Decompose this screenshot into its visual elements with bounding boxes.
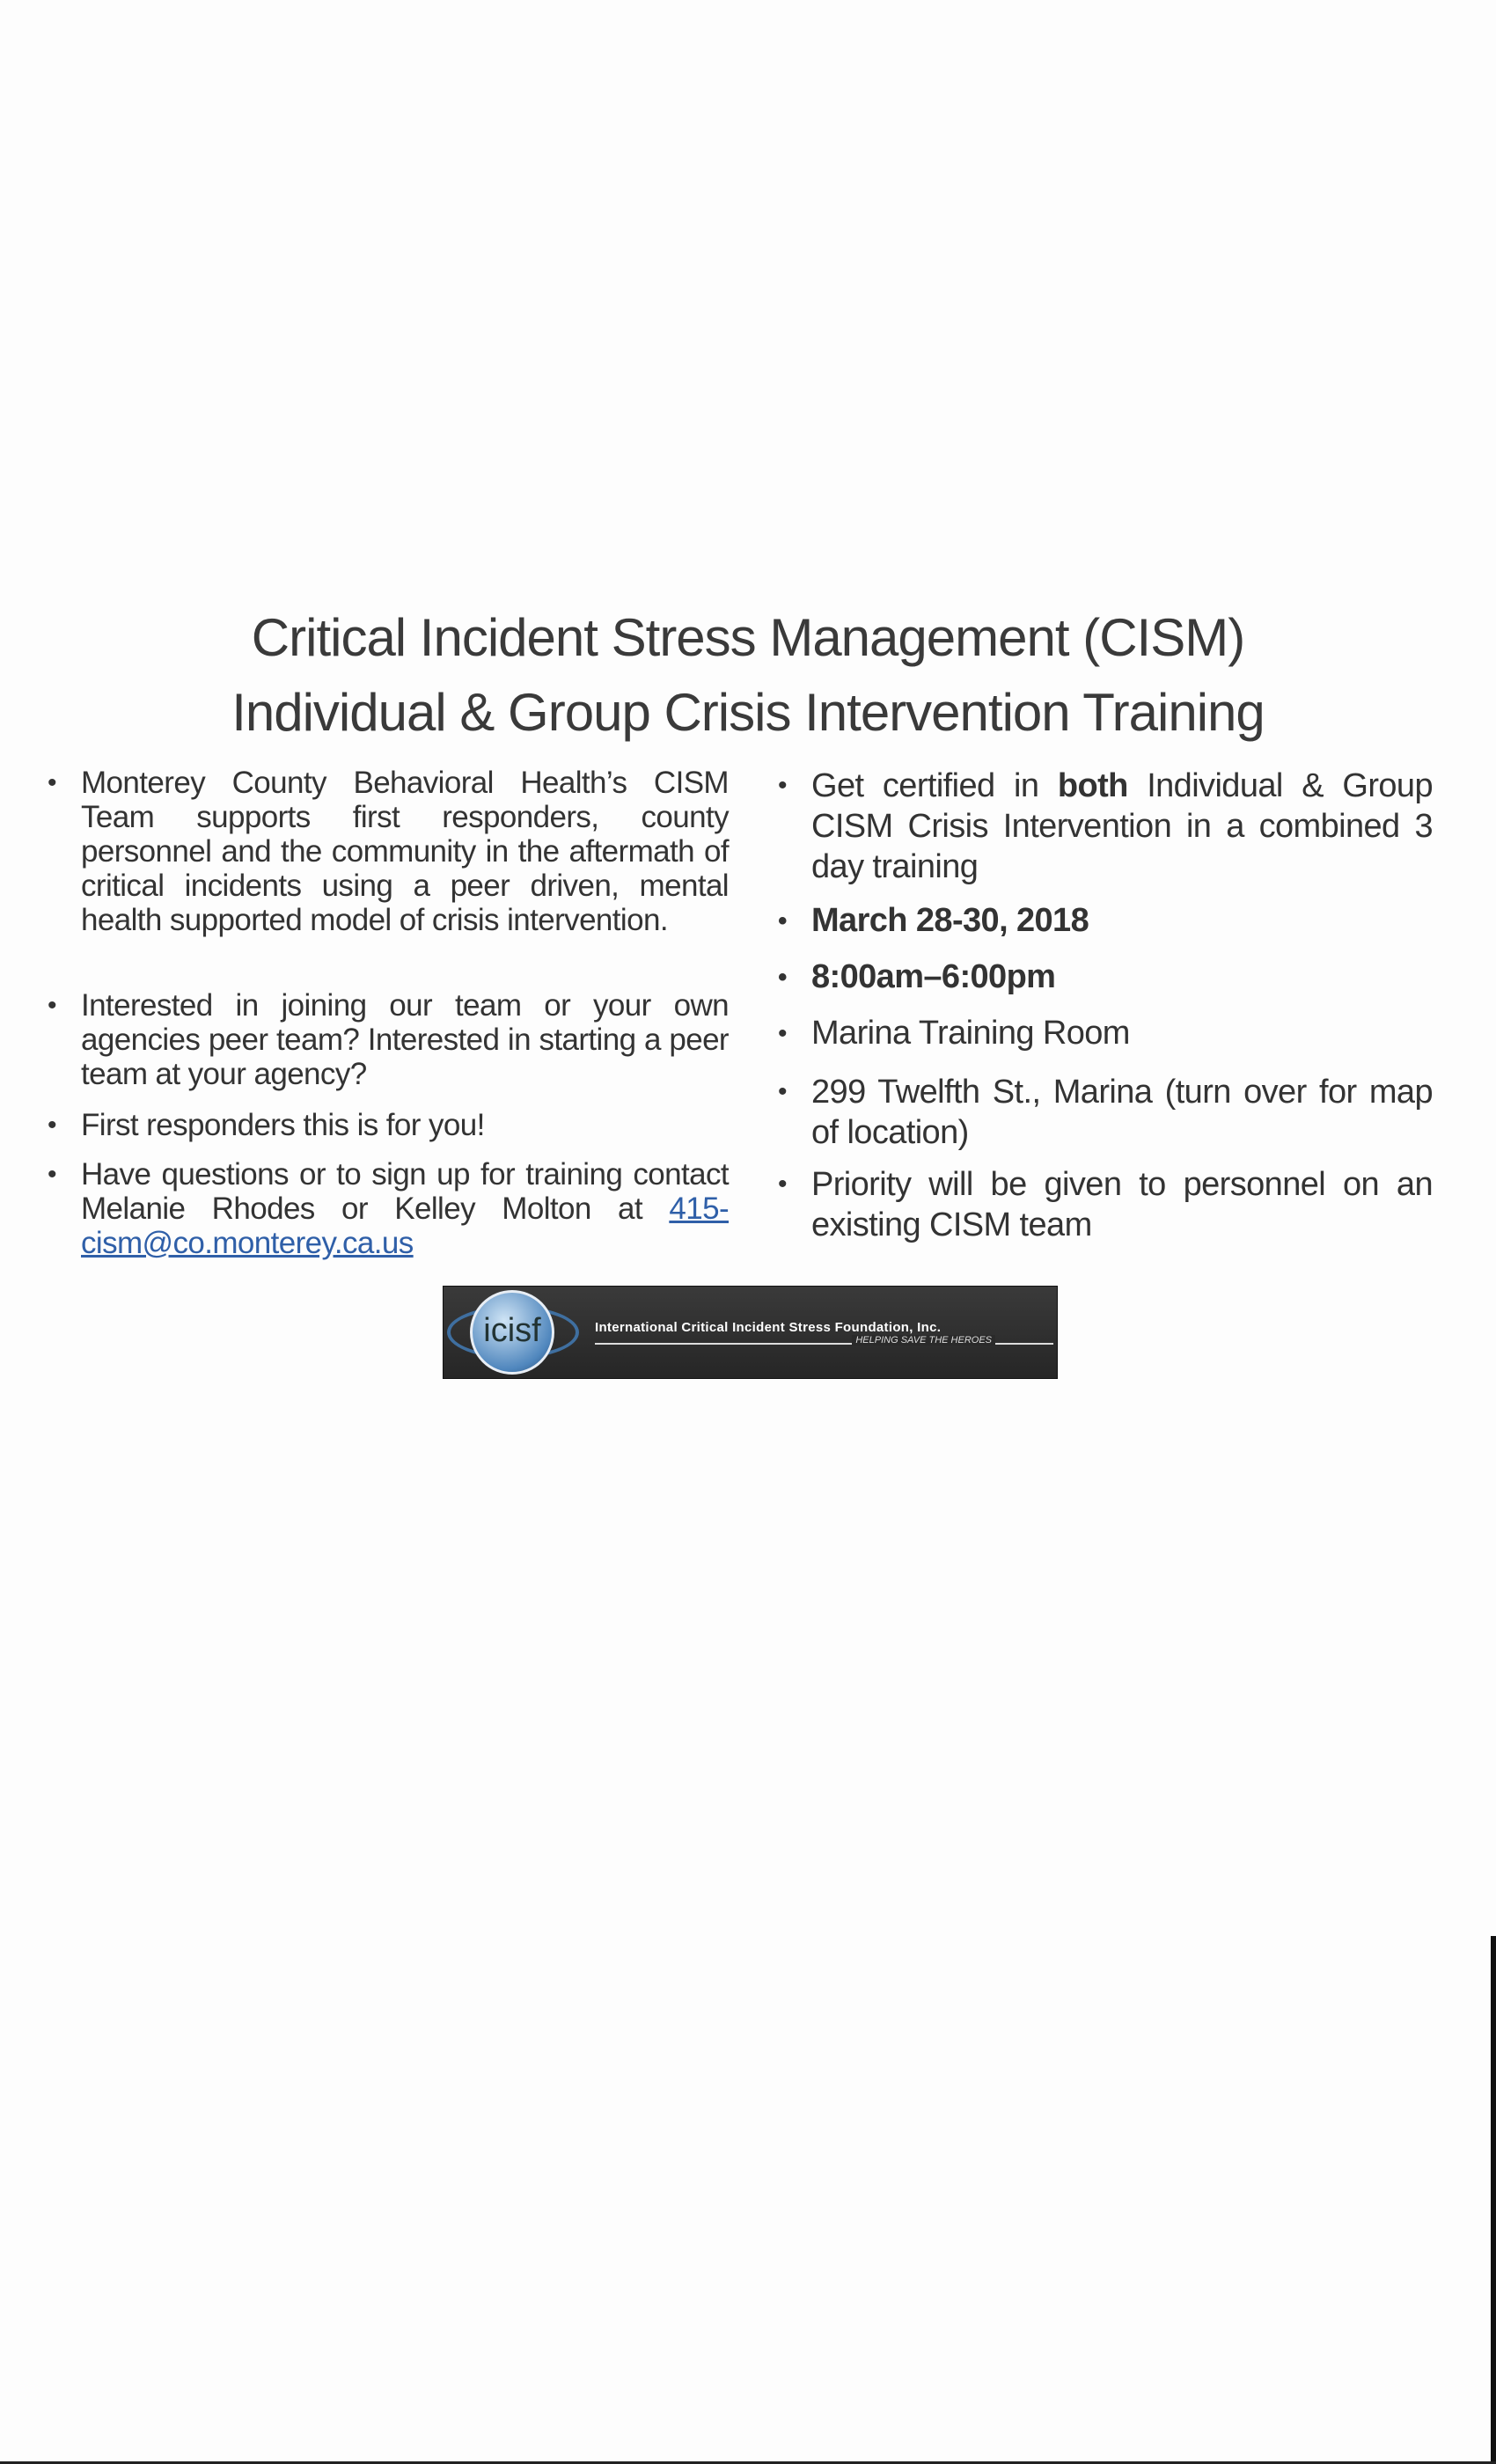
bullet-icon: • xyxy=(48,991,56,1020)
bullet-text: Get certified in xyxy=(811,767,1039,804)
bullet-text: Monterey County Behavioral Health’s CISM Team supports first responders, county personnel and the community in the aftermath of critical incidents using a peer driven, mental health supported model of crisis intervention. xyxy=(81,766,729,937)
bullet-icon: • xyxy=(778,1170,787,1199)
bullet-text: Interested in joining our team or your own agencies peer team? Interested in starting a peer team at your agency? xyxy=(81,988,729,1091)
left-bullet-1 xyxy=(48,766,729,937)
bullet-icon: • xyxy=(48,1160,56,1189)
venue-text: Marina Training Room xyxy=(811,1015,1130,1052)
bullet-text: Individual & Group CISM Crisis Intervention in a combined 3 day training xyxy=(811,767,1433,885)
right-bullet-address xyxy=(778,1072,1433,1153)
contact-email-link[interactable]: 415-cism@co.monterey.ca.us xyxy=(81,1192,729,1260)
logo-mark-text: icisf xyxy=(483,1312,541,1349)
logo-org-name: International Critical Incident Stress Foundation, Inc. xyxy=(595,1320,942,1335)
bullet-icon: • xyxy=(778,1077,787,1106)
bullet-icon: • xyxy=(778,906,787,935)
left-bullet-2 xyxy=(48,988,729,1091)
left-bullet-4 xyxy=(48,1157,729,1260)
left-bullet-3 xyxy=(48,1108,729,1142)
title-line-1: Critical Incident Stress Management (CISM) xyxy=(251,608,1245,667)
bullet-text: Have questions or to sign up for training contact Melanie Rhodes or Kelley Molton at xyxy=(81,1157,729,1226)
bullet-icon: • xyxy=(48,1111,56,1140)
icisf-logo xyxy=(443,1286,1058,1379)
bullet-icon: • xyxy=(48,768,56,797)
title-line-2: Individual & Group Crisis Intervention Training xyxy=(231,683,1265,742)
bullet-icon: • xyxy=(778,963,787,992)
right-bullet-venue xyxy=(778,1015,1433,1052)
bullet-icon: • xyxy=(778,771,787,800)
right-bullet-date xyxy=(778,902,1433,939)
emphasis-text: both xyxy=(1057,767,1128,804)
address-text: 299 Twelfth St., Marina (turn over for map of location) xyxy=(811,1074,1433,1151)
right-bullet-time xyxy=(778,958,1433,995)
scan-edge xyxy=(1491,1936,1496,2464)
right-bullet-priority xyxy=(778,1164,1433,1245)
bullet-text: First responders this is for you! xyxy=(81,1108,485,1142)
globe-icon xyxy=(470,1290,554,1375)
logo-tagline: HELPING SAVE THE HEROES xyxy=(852,1335,995,1346)
right-bullet-1 xyxy=(778,766,1433,887)
bullet-icon: • xyxy=(778,1019,787,1048)
time-text: 8:00am–6:00pm xyxy=(811,958,1056,995)
priority-text: Priority will be given to personnel on an existing CISM team xyxy=(811,1166,1433,1243)
date-text: March 28-30, 2018 xyxy=(811,902,1089,939)
